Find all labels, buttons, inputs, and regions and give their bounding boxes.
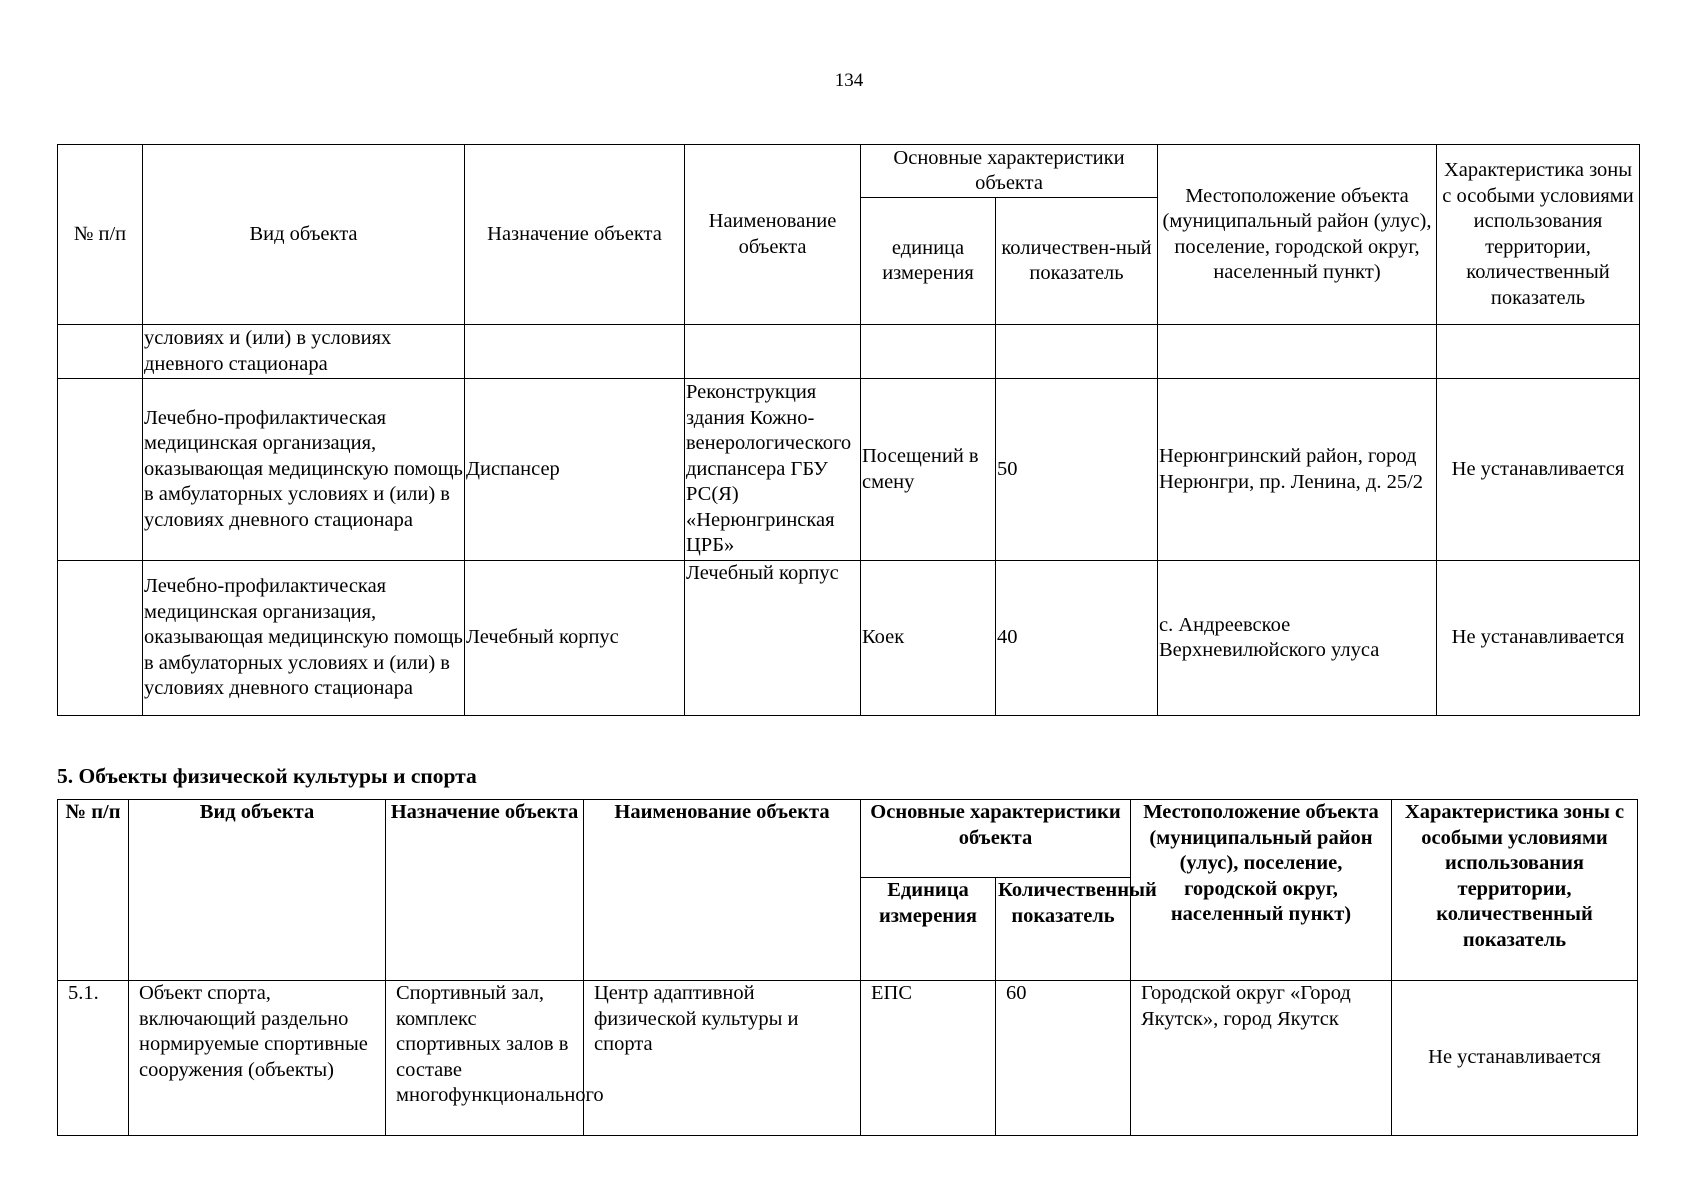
table-row	[58, 325, 1640, 379]
sports-facilities-table	[57, 799, 1638, 1136]
cell-num: 5.1.	[58, 981, 129, 1136]
header-object-name: Наименование объекта	[584, 800, 861, 981]
cell-object-name	[685, 325, 861, 379]
header-object-type: Вид объекта	[143, 145, 465, 325]
cell-unit: Коек	[861, 561, 996, 716]
cell-quantity: 40	[996, 561, 1158, 716]
table-row	[58, 981, 1638, 1136]
header-quantity: количествен-ный показатель	[996, 198, 1158, 325]
cell-num	[58, 325, 143, 379]
cell-object-purpose	[465, 325, 685, 379]
page-number: 134	[834, 70, 864, 91]
cell-object-type: условиях и (или) в условиях дневного стационара	[143, 325, 465, 379]
header-main-characteristics: Основные характеристики объекта	[861, 800, 1131, 878]
header-quantity: Количественный показатель	[996, 878, 1131, 981]
cell-quantity: 50	[996, 379, 1158, 561]
header-unit: единица измерения	[861, 198, 996, 325]
header-unit: Единица измерения	[861, 878, 996, 981]
header-object-purpose: Назначение объекта	[386, 800, 584, 981]
section-heading: 5. Объекты физической культуры и спорта	[57, 764, 477, 788]
cell-object-name: Реконструкция здания Кожно-венерологического диспансера ГБУ РС(Я) «Нерюнгринская ЦРБ»	[685, 379, 861, 561]
cell-zone: Не устанавливается	[1437, 379, 1640, 561]
header-object-location: Местоположение объекта (муниципальный район (улус), поселение, городской округ, населенный пункт)	[1158, 145, 1437, 325]
cell-unit	[861, 325, 996, 379]
header-num: № п/п	[58, 145, 143, 325]
header-object-type: Вид объекта	[129, 800, 386, 981]
header-object-location: Местоположение объекта (муниципальный район (улус), поселение, городской округ, населенный пункт)	[1131, 800, 1392, 981]
cell-object-type: Лечебно-профилактическая медицинская организация, оказывающая медицинскую помощь в амбулаторных условиях и (или) в условиях дневного стационара	[143, 561, 465, 716]
cell-object-purpose: Спортивный зал, комплекс спортивных залов в составе многофункционального	[386, 981, 584, 1136]
header-num: № п/п	[58, 800, 129, 981]
table-row	[58, 379, 1640, 561]
table-row	[58, 561, 1640, 716]
cell-object-name: Лечебный корпус	[685, 561, 861, 716]
cell-location: с. Андреевское Верхневилюйского улуса	[1158, 561, 1437, 716]
header-special-zone: Характеристика зоны с особыми условиями использования территории, количественный показатель	[1437, 145, 1640, 325]
cell-unit: Посещений в смену	[861, 379, 996, 561]
cell-quantity	[996, 325, 1158, 379]
header-object-purpose: Назначение объекта	[465, 145, 685, 325]
header-special-zone: Характеристика зоны с особыми условиями использования территории, количественный показатель	[1392, 800, 1638, 981]
cell-num	[58, 379, 143, 561]
cell-location: Нерюнгринский район, город Нерюнгри, пр. Ленина, д. 25/2	[1158, 379, 1437, 561]
cell-zone: Не устанавливается	[1437, 561, 1640, 716]
cell-object-type: Объект спорта, включающий раздельно нормируемые спортивные сооружения (объекты)	[129, 981, 386, 1136]
medical-facilities-table	[57, 144, 1640, 716]
cell-quantity: 60	[996, 981, 1131, 1136]
cell-location	[1158, 325, 1437, 379]
cell-zone	[1437, 325, 1640, 379]
cell-object-name: Центр адаптивной физической культуры и спорта	[584, 981, 861, 1136]
header-object-name: Наименование объекта	[685, 145, 861, 325]
cell-object-type: Лечебно-профилактическая медицинская организация, оказывающая медицинскую помощь в амбулаторных условиях и (или) в условиях дневного стационара	[143, 379, 465, 561]
cell-unit: ЕПС	[861, 981, 996, 1136]
cell-num	[58, 561, 143, 716]
cell-location: Городской округ «Город Якутск», город Якутск	[1131, 981, 1392, 1136]
cell-object-purpose: Диспансер	[465, 379, 685, 561]
header-main-characteristics: Основные характеристики объекта	[861, 145, 1158, 198]
cell-zone: Не устанавливается	[1392, 981, 1638, 1136]
cell-object-purpose: Лечебный корпус	[465, 561, 685, 716]
